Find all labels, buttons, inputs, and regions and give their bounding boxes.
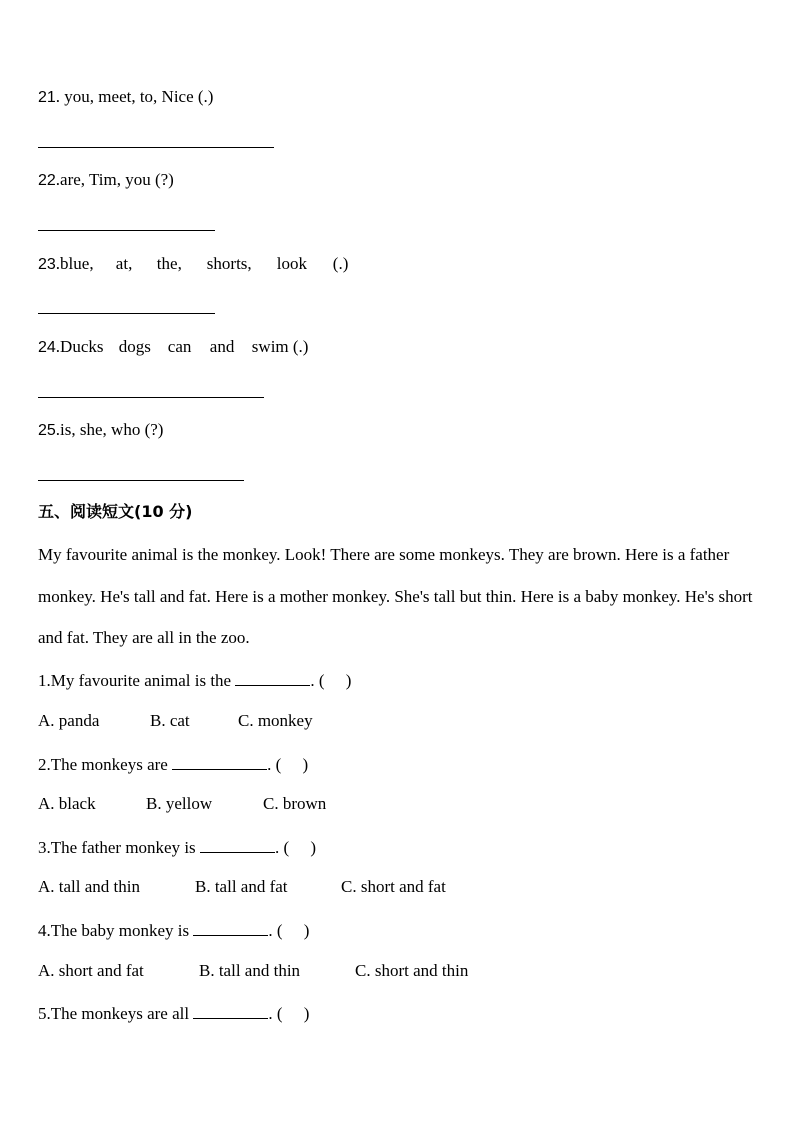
answer-line-21[interactable] <box>38 147 274 148</box>
reading-passage: My favourite animal is the monkey. Look! There are some monkeys. They are brown. Here is a father monkey. He's tall and fat. Here is a mother monkey. She's tall but thin. Here is a baby monkey. He's short and fat. They are all in the zoo. <box>38 545 753 647</box>
question-number: 24 <box>38 339 56 356</box>
answer-blank[interactable] <box>200 836 275 853</box>
question-22 <box>38 170 174 191</box>
option-c[interactable]: C. monkey <box>238 711 313 730</box>
question-words: .are, Tim, you (?) <box>55 170 174 189</box>
word: can <box>167 337 192 356</box>
option-b[interactable]: B. cat <box>150 711 190 730</box>
question-21 <box>38 87 213 108</box>
answer-parentheses[interactable]: ( ) <box>275 755 309 774</box>
answer-parentheses[interactable]: ( ) <box>276 1004 310 1023</box>
reading-question-1 <box>38 669 351 691</box>
reading-question-3 <box>38 836 316 858</box>
reading-question-4 <box>38 919 309 941</box>
answer-blank[interactable] <box>193 919 268 936</box>
word: dogs <box>118 337 151 356</box>
answer-line-24[interactable] <box>38 397 264 398</box>
question-end: . <box>268 921 273 940</box>
option-a[interactable]: A. tall and thin <box>38 877 140 896</box>
answer-parentheses[interactable]: ( ) <box>318 671 352 690</box>
question-23 <box>38 254 348 275</box>
word: the, <box>156 254 182 273</box>
answer-line-23[interactable] <box>38 313 215 314</box>
word: at, <box>115 254 133 273</box>
option-a[interactable]: A. short and fat <box>38 961 144 980</box>
question-stem: 5.The monkeys are all <box>38 1004 190 1023</box>
question-end: . <box>310 671 315 690</box>
question-number: 25 <box>38 422 56 439</box>
word: and <box>209 337 235 356</box>
section-heading: 五、阅读短文(10 分) <box>38 502 193 521</box>
option-c[interactable]: C. short and thin <box>355 961 469 980</box>
question-end: . <box>268 1004 273 1023</box>
word: look <box>276 254 308 273</box>
question-number: 22 <box>38 172 56 189</box>
answer-line-25[interactable] <box>38 480 244 481</box>
option-a[interactable]: A. black <box>38 794 96 813</box>
question-stem: 1.My favourite animal is the <box>38 671 232 690</box>
option-c[interactable]: C. short and fat <box>341 877 446 896</box>
option-b[interactable]: B. tall and thin <box>199 961 301 980</box>
question-end: . <box>267 755 272 774</box>
question-words: . you, meet, to, Nice (.) <box>55 87 214 106</box>
answer-parentheses[interactable]: ( ) <box>283 838 317 857</box>
question-25 <box>38 420 163 441</box>
option-b[interactable]: B. tall and fat <box>195 877 288 896</box>
answer-line-22[interactable] <box>38 230 215 231</box>
answer-blank[interactable] <box>235 669 310 686</box>
word: (.) <box>332 254 349 273</box>
word: swim (.) <box>251 337 309 356</box>
reading-question-5 <box>38 1002 309 1024</box>
question-stem: 3.The father monkey is <box>38 838 196 857</box>
option-c[interactable]: C. brown <box>263 794 327 813</box>
answer-blank[interactable] <box>193 1002 268 1019</box>
question-24 <box>38 337 308 358</box>
word: .Ducks <box>55 337 104 356</box>
answer-parentheses[interactable]: ( ) <box>276 921 310 940</box>
question-number: 23 <box>38 256 56 273</box>
question-words: .is, she, who (?) <box>55 420 164 439</box>
answer-blank[interactable] <box>172 753 267 770</box>
option-b[interactable]: B. yellow <box>146 794 213 813</box>
question-number: 21 <box>38 89 56 106</box>
reading-question-2 <box>38 753 308 775</box>
option-a[interactable]: A. panda <box>38 711 100 730</box>
word: shorts, <box>206 254 252 273</box>
word: .blue, <box>55 254 94 273</box>
question-stem: 4.The baby monkey is <box>38 921 190 940</box>
question-end: . <box>274 838 280 857</box>
question-stem: 2.The monkeys are <box>38 755 168 774</box>
